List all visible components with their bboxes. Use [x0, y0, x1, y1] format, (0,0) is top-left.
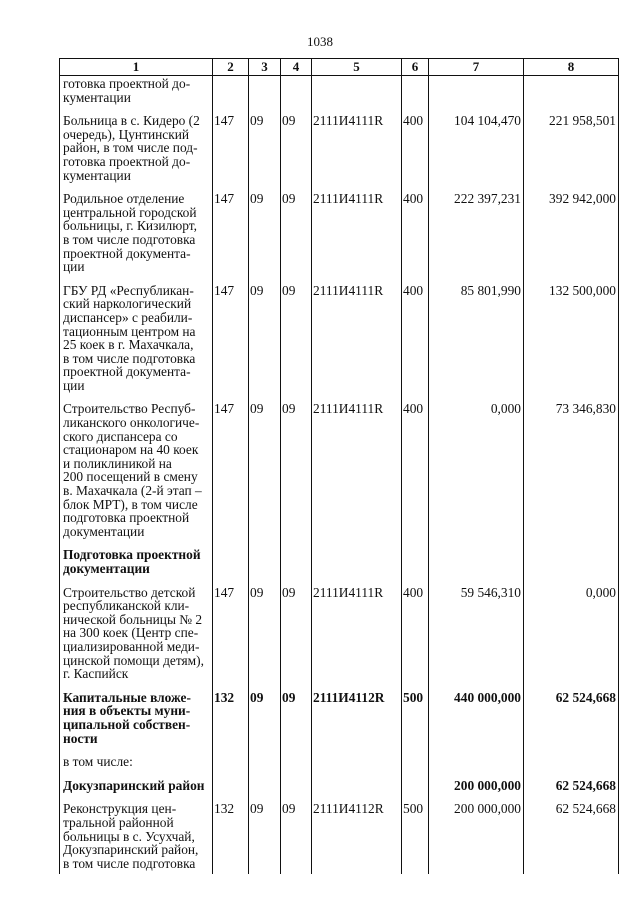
row-value-cell: 400 — [402, 112, 429, 190]
row-value-cell — [281, 777, 312, 801]
table-row — [60, 546, 619, 583]
row-value-cell: 400 — [402, 400, 429, 546]
table-header-row — [60, 59, 619, 76]
table-row — [60, 753, 619, 777]
row-value-cell: 09 — [249, 400, 281, 546]
row-description-cell: Родильное отделение центральной городской больницы, г. Кизилюрт, в том числе подготовка проектной документа- ции — [60, 190, 213, 282]
row-value-cell: 09 — [281, 282, 312, 401]
row-value-cell — [249, 753, 281, 777]
row-value-cell — [429, 546, 524, 583]
budget-table — [59, 58, 619, 874]
row-value-cell: 59 546,310 — [429, 584, 524, 689]
row-description-cell: в том числе: — [60, 753, 213, 777]
column-header: 3 — [249, 59, 281, 76]
row-value-cell: 500 — [402, 800, 429, 874]
table-row — [60, 112, 619, 190]
row-value-cell: 104 104,470 — [429, 112, 524, 190]
row-value-cell: 200 000,000 — [429, 800, 524, 874]
row-value-cell: 400 — [402, 282, 429, 401]
row-description-cell: Реконструкция цен- тральной районной больницы в с. Усухчай, Докузпаринский район, в том числе подготовка — [60, 800, 213, 874]
row-value-cell: 147 — [213, 112, 249, 190]
row-value-cell: 62 524,668 — [524, 689, 619, 753]
row-value-cell — [312, 777, 402, 801]
row-value-cell: 132 — [213, 800, 249, 874]
row-value-cell: 221 958,501 — [524, 112, 619, 190]
row-description-cell: готовка проектной до- кументации — [60, 76, 213, 113]
row-value-cell: 09 — [249, 800, 281, 874]
row-value-cell — [249, 546, 281, 583]
table-row — [60, 689, 619, 753]
row-value-cell — [213, 753, 249, 777]
row-value-cell: 2111И4111R — [312, 282, 402, 401]
row-value-cell: 2111И4112R — [312, 689, 402, 753]
row-value-cell: 200 000,000 — [429, 777, 524, 801]
row-value-cell: 09 — [249, 282, 281, 401]
table-row — [60, 190, 619, 282]
row-description-cell: Больница в с. Кидеро (2 очередь), Цунтинский район, в том числе под- готовка проектной до- кументации — [60, 112, 213, 190]
row-value-cell: 2111И4111R — [312, 584, 402, 689]
row-description-cell: ГБУ РД «Республикан- ский наркологический диспансер» с реабили- тационным центром на 25 коек в г. Махачкала, в том числе подготовка проектной документа- ции — [60, 282, 213, 401]
row-value-cell — [312, 753, 402, 777]
row-value-cell: 0,000 — [524, 584, 619, 689]
row-value-cell: 0,000 — [429, 400, 524, 546]
row-value-cell: 147 — [213, 190, 249, 282]
row-value-cell — [524, 76, 619, 113]
row-description-cell: Докузпаринский район — [60, 777, 213, 801]
row-value-cell: 132 — [213, 689, 249, 753]
column-header: 1 — [60, 59, 213, 76]
row-value-cell: 147 — [213, 400, 249, 546]
row-value-cell: 09 — [281, 400, 312, 546]
row-value-cell: 500 — [402, 689, 429, 753]
row-value-cell: 147 — [213, 282, 249, 401]
row-value-cell: 73 346,830 — [524, 400, 619, 546]
row-value-cell: 2111И4111R — [312, 112, 402, 190]
row-value-cell: 2111И4111R — [312, 400, 402, 546]
row-value-cell: 147 — [213, 584, 249, 689]
row-value-cell — [281, 546, 312, 583]
row-value-cell: 09 — [281, 584, 312, 689]
table-row — [60, 76, 619, 113]
row-value-cell: 85 801,990 — [429, 282, 524, 401]
row-value-cell: 2111И4111R — [312, 190, 402, 282]
row-value-cell: 09 — [281, 800, 312, 874]
column-header: 6 — [402, 59, 429, 76]
row-value-cell: 09 — [249, 112, 281, 190]
column-header: 7 — [429, 59, 524, 76]
row-value-cell — [312, 546, 402, 583]
column-header: 2 — [213, 59, 249, 76]
row-value-cell: 09 — [281, 112, 312, 190]
row-value-cell — [249, 777, 281, 801]
row-description-cell: Капитальные вложе- ния в объекты муни- ципальной собствен- ности — [60, 689, 213, 753]
row-value-cell — [402, 76, 429, 113]
column-header: 8 — [524, 59, 619, 76]
row-value-cell: 392 942,000 — [524, 190, 619, 282]
row-value-cell — [281, 76, 312, 113]
row-value-cell: 400 — [402, 190, 429, 282]
table-row — [60, 584, 619, 689]
row-value-cell — [213, 546, 249, 583]
row-value-cell: 62 524,668 — [524, 800, 619, 874]
row-value-cell — [429, 753, 524, 777]
table-row — [60, 800, 619, 874]
row-value-cell: 2111И4112R — [312, 800, 402, 874]
row-value-cell — [524, 546, 619, 583]
row-value-cell — [429, 76, 524, 113]
row-value-cell — [312, 76, 402, 113]
row-value-cell — [402, 777, 429, 801]
row-value-cell: 09 — [249, 190, 281, 282]
row-value-cell: 440 000,000 — [429, 689, 524, 753]
row-value-cell: 400 — [402, 584, 429, 689]
table-row — [60, 282, 619, 401]
row-value-cell: 09 — [249, 584, 281, 689]
row-value-cell: 222 397,231 — [429, 190, 524, 282]
row-value-cell: 132 500,000 — [524, 282, 619, 401]
row-value-cell — [402, 546, 429, 583]
row-value-cell — [213, 777, 249, 801]
row-value-cell: 62 524,668 — [524, 777, 619, 801]
table-body — [60, 76, 619, 875]
table-row — [60, 400, 619, 546]
row-value-cell — [249, 76, 281, 113]
row-value-cell: 09 — [281, 689, 312, 753]
page-number: 1038 — [307, 34, 333, 49]
column-header: 4 — [281, 59, 312, 76]
table-row — [60, 777, 619, 801]
column-header: 5 — [312, 59, 402, 76]
row-description-cell: Строительство детской республиканской кли- нической больницы № 2 на 300 коек (Центр спе- циализированной меди- цинской помощи детям), г. Каспийск — [60, 584, 213, 689]
row-value-cell: 09 — [281, 190, 312, 282]
row-value-cell — [402, 753, 429, 777]
row-value-cell: 09 — [249, 689, 281, 753]
row-value-cell — [524, 753, 619, 777]
row-value-cell — [213, 76, 249, 113]
row-value-cell — [281, 753, 312, 777]
row-description-cell: Подготовка проектной документации — [60, 546, 213, 583]
row-description-cell: Строительство Респуб- ликанского онкологиче- ского диспансера со стационаром на 40 коек и поликлиникой на 200 посещений в смену в. Махачкала (2-й этап – блок МРТ), в том числе подготовка проектной документации — [60, 400, 213, 546]
